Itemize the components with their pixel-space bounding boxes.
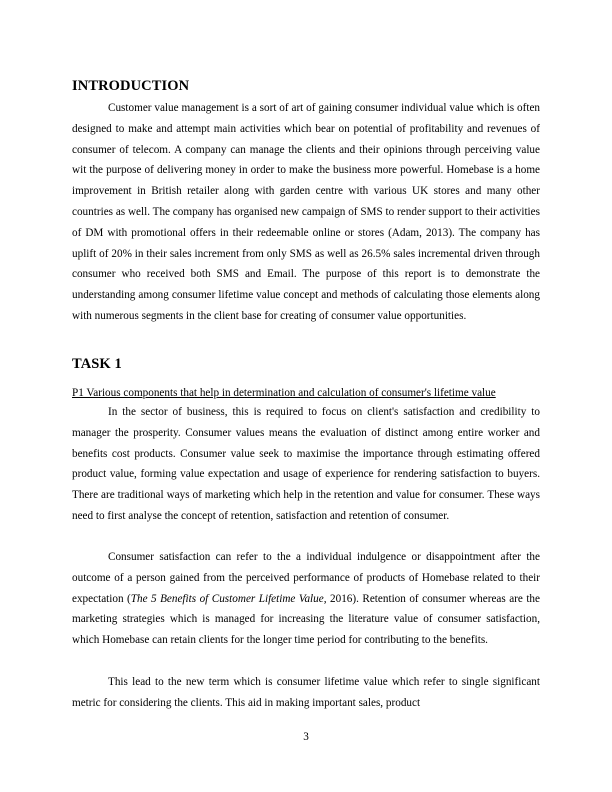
paragraph-2-text-after-citation: 2016). Retention of consumer whereas are the marketing strategies which is managed for increasing the literature value of consumer satisfaction, which Homebase can retain clients for the longer time period for contributing to the benefits. xyxy=(72,592,540,647)
task1-heading: TASK 1 xyxy=(72,356,122,372)
page-number: 3 xyxy=(303,731,309,743)
task1-paragraph-2 xyxy=(72,547,540,651)
introduction-heading: INTRODUCTION xyxy=(72,78,190,94)
citation-title: The 5 Benefits of Customer Lifetime Value, xyxy=(130,592,327,605)
introduction-paragraph: Customer value management is a sort of art of gaining consumer individual value which is often designed to make and attempt main activities which bear on potential of profitability and revenues of consumer of telecom. A company can manage the clients and their opinions through perceiving value wit the purpose of delivering money in order to make the business more powerful. Homebase is a home improvement in British retailer along with garden centre with various UK stores and many other countries as well. The company has organised new campaign of SMS to render support to their activities of DM with promotional offers in their redeemable online or stores (Adam, 2013). The company has uplift of 20% in their sales increment from only SMS as well as 26.5% sales incremental driven through consumer who received both SMS and Email. The purpose of this report is to demonstrate the understanding among consumer lifetime value concept and methods of calculating those elements along with numerous segments in the client base for creating of consumer value opportunities. xyxy=(72,102,540,322)
task1-paragraph-1: In the sector of business, this is required to focus on client's satisfaction and credibility to manager the prosperity. Consumer values means the evaluation of distinct among entire worker and benefits cost products. Consumer value seek to maximise the importance through estimating offered product value, forming value expectation and usage of experience for rendering satisfaction to buyers. There are traditional ways of marketing which help in the retention and value for consumer. These ways need to first analyse the concept of retention, satisfaction and retention of consumer. xyxy=(72,406,540,522)
paragraph-2-text-before-citation: Consumer satisfaction can refer to the a individual indulgence or disappointment after the outcome of a person gained from the perceived performance of products of Homebase related to their expectation ( xyxy=(72,551,540,605)
task1-paragraph-3: This lead to the new term which is consumer lifetime value which refer to single significant metric for considering the clients. This aid in making important sales, product xyxy=(72,676,540,709)
task1-subheading: P1 Various components that help in determination and calculation of consumer's lifetime value xyxy=(72,387,496,399)
